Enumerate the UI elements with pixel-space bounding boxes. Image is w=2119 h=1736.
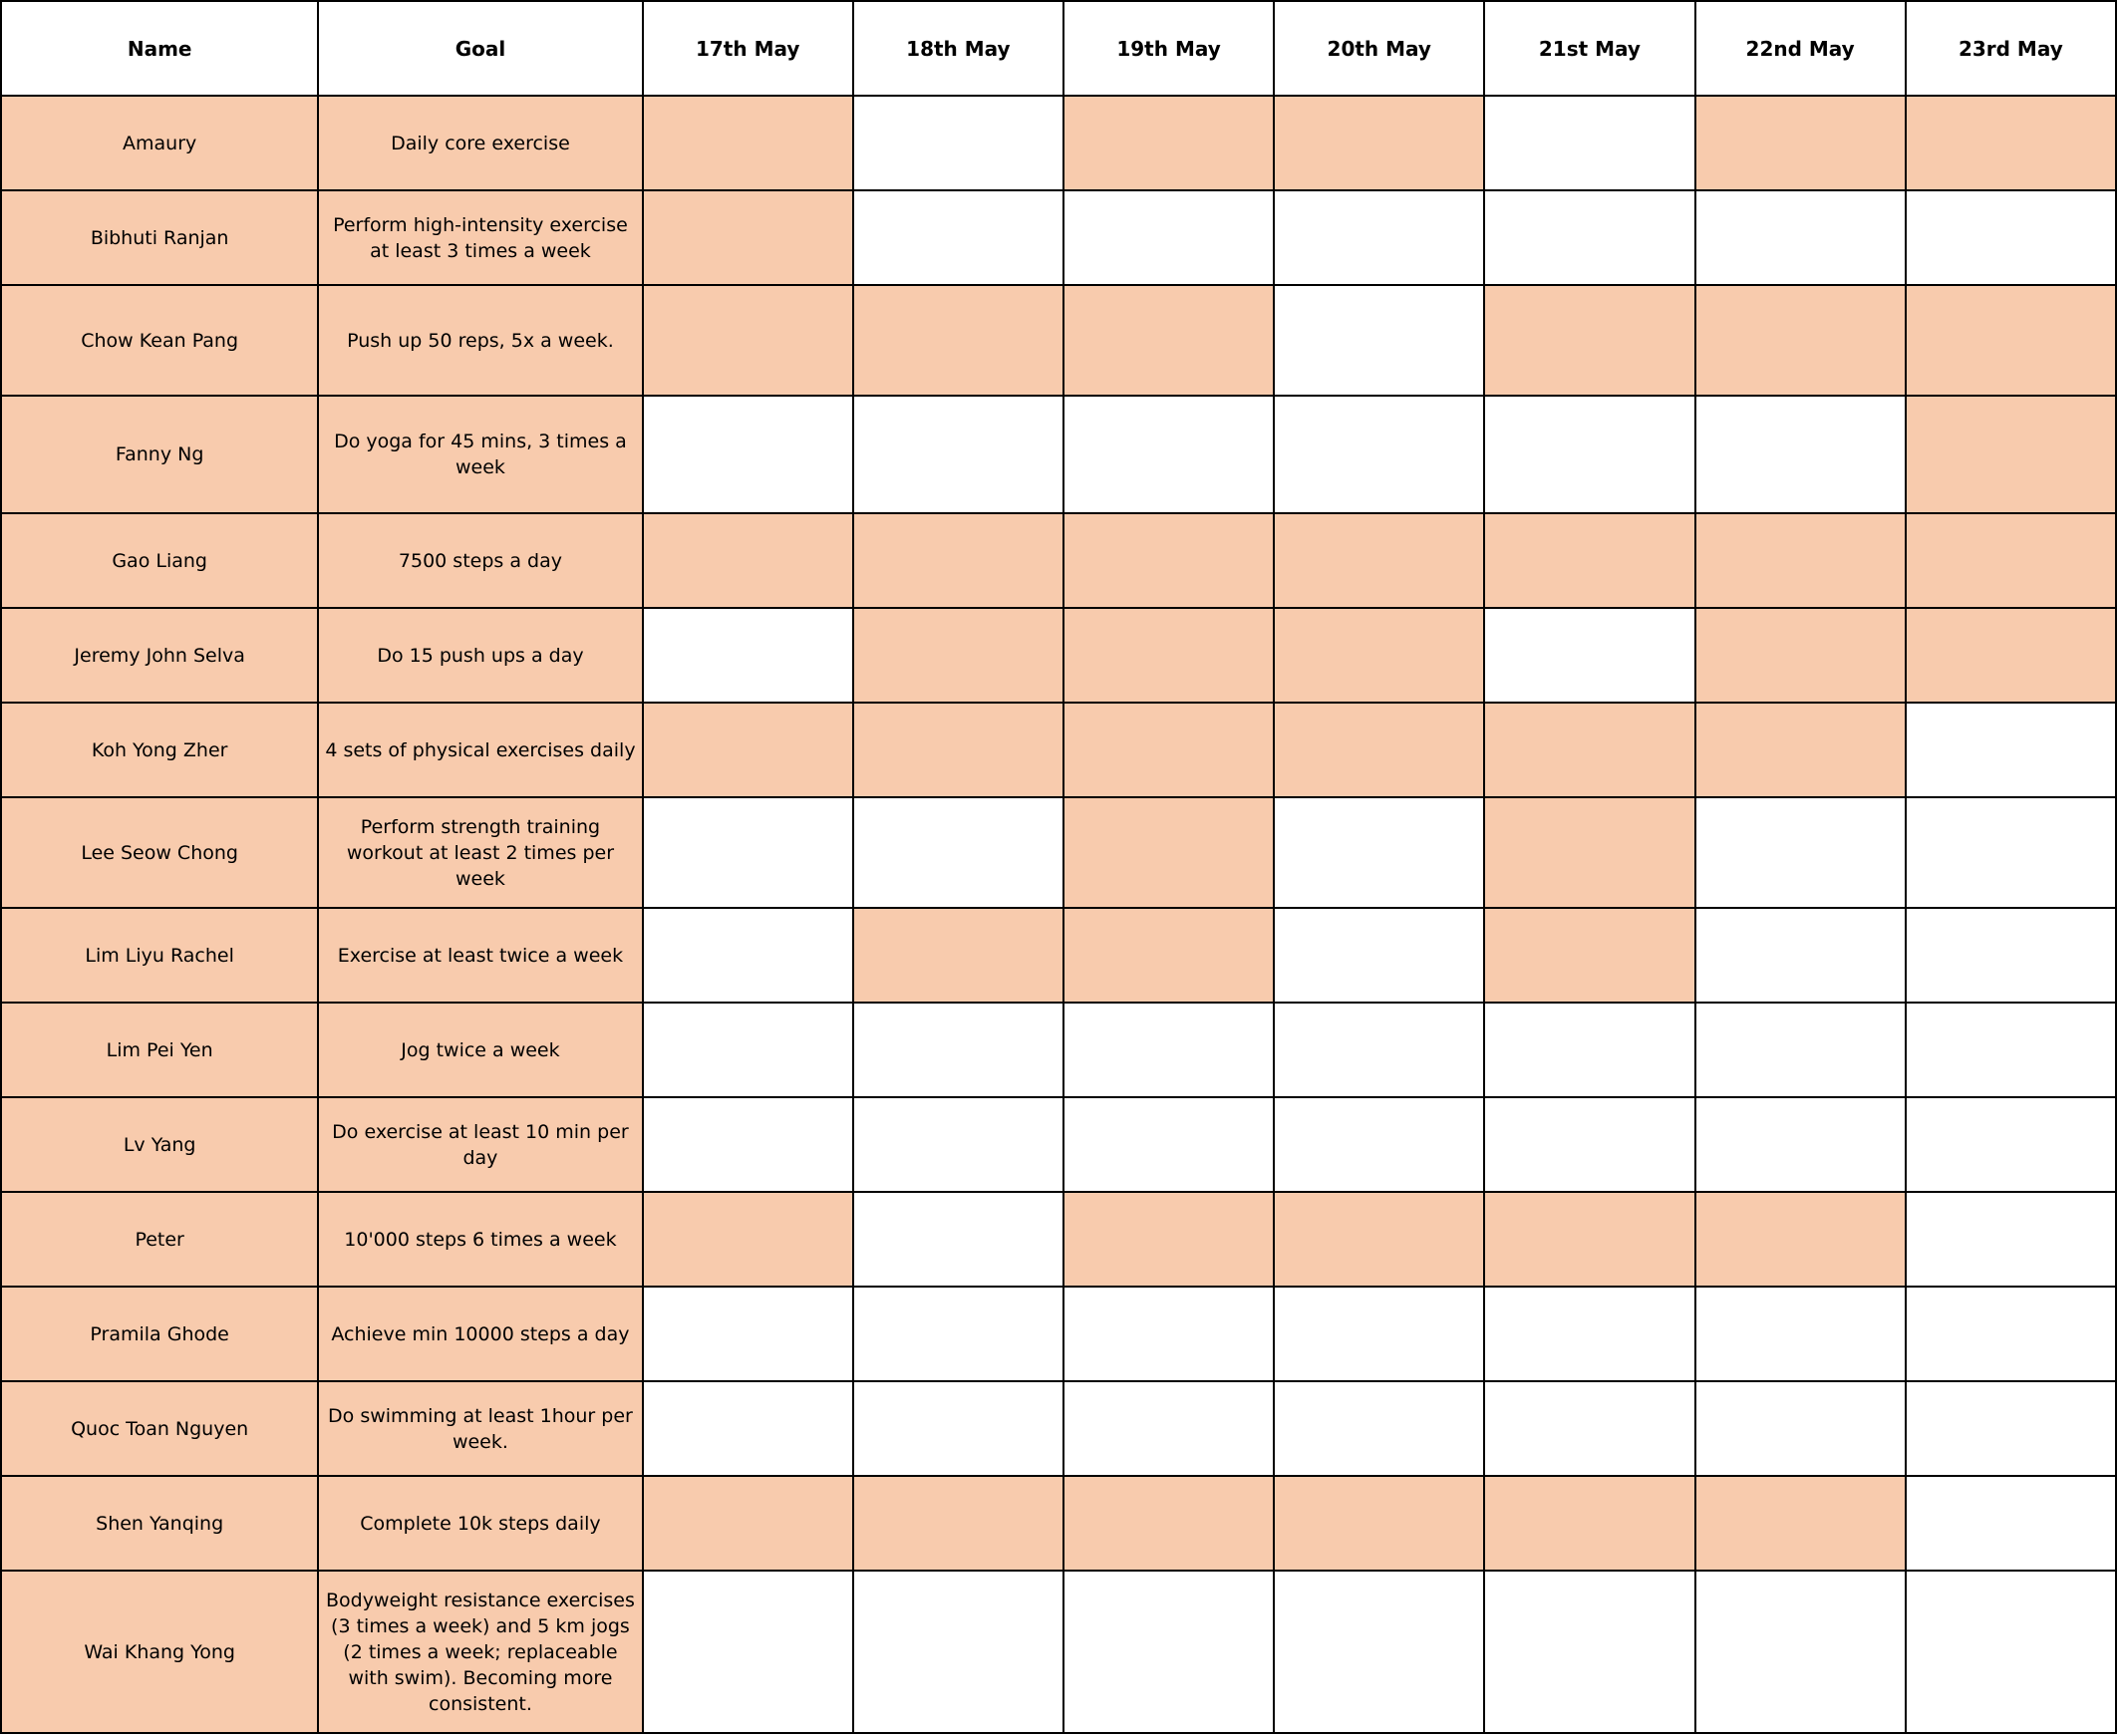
day-cell-empty[interactable] [1274,1381,1484,1476]
day-cell-empty[interactable] [853,396,1063,513]
day-cell-completed[interactable] [853,285,1063,396]
day-cell-empty[interactable] [853,1287,1063,1381]
table-row [1,1097,2116,1192]
day-cell-empty[interactable] [1063,396,1274,513]
day-cell-completed[interactable] [643,1476,853,1571]
day-cell-empty[interactable] [643,1003,853,1097]
day-cell-completed[interactable] [1063,513,1274,608]
day-cell-empty[interactable] [1484,96,1694,190]
day-cell-empty[interactable] [1484,1571,1694,1733]
table-row [1,1192,2116,1287]
day-cell-empty[interactable] [1484,1381,1694,1476]
participant-name[interactable]: Chow Kean Pang [1,285,318,396]
day-cell-empty[interactable] [1063,190,1274,285]
day-cell-empty[interactable] [1063,1571,1274,1733]
day-cell-empty[interactable] [853,1381,1063,1476]
participant-name[interactable]: Gao Liang [1,513,318,608]
day-cell-completed[interactable] [1484,797,1694,908]
day-cell-completed[interactable] [1274,703,1484,797]
participant-goal[interactable]: Do exercise at least 10 min per day [318,1097,642,1192]
day-cell-empty[interactable] [853,1003,1063,1097]
day-cell-completed[interactable] [1695,1476,1906,1571]
day-cell-empty[interactable] [1906,1192,2116,1287]
participant-goal[interactable]: Jog twice a week [318,1003,642,1097]
day-cell-completed[interactable] [1484,1476,1694,1571]
day-cell-completed[interactable] [1906,396,2116,513]
day-cell-empty[interactable] [1063,1003,1274,1097]
table-row [1,703,2116,797]
day-cell-empty[interactable] [1063,1097,1274,1192]
day-cell-empty[interactable] [1695,908,1906,1003]
table-row [1,1571,2116,1733]
day-cell-completed[interactable] [1906,285,2116,396]
day-cell-empty[interactable] [1906,1381,2116,1476]
participant-goal[interactable]: Complete 10k steps daily [318,1476,642,1571]
day-cell-completed[interactable] [853,703,1063,797]
day-cell-completed[interactable] [643,285,853,396]
day-cell-empty[interactable] [1906,1097,2116,1192]
header-date: 21st May [1484,1,1694,96]
day-cell-empty[interactable] [643,797,853,908]
day-cell-completed[interactable] [1274,513,1484,608]
day-cell-empty[interactable] [1906,1571,2116,1733]
day-cell-empty[interactable] [1484,1287,1694,1381]
participant-goal[interactable]: Exercise at least twice a week [318,908,642,1003]
day-cell-empty[interactable] [1484,396,1694,513]
participant-name[interactable]: Wai Khang Yong [1,1571,318,1733]
day-cell-empty[interactable] [643,1381,853,1476]
participant-goal[interactable]: Achieve min 10000 steps a day [318,1287,642,1381]
day-cell-empty[interactable] [1274,396,1484,513]
table-row [1,96,2116,190]
participant-goal[interactable]: Do 15 push ups a day [318,608,642,703]
day-cell-completed[interactable] [1274,96,1484,190]
day-cell-empty[interactable] [643,1097,853,1192]
table-row [1,797,2116,908]
day-cell-empty[interactable] [1063,1381,1274,1476]
header-goal: Goal [318,1,642,96]
day-cell-empty[interactable] [1274,1097,1484,1192]
table-row [1,608,2116,703]
header-date: 19th May [1063,1,1274,96]
day-cell-empty[interactable] [643,608,853,703]
day-cell-empty[interactable] [1274,1287,1484,1381]
day-cell-empty[interactable] [1274,285,1484,396]
header-name: Name [1,1,318,96]
day-cell-completed[interactable] [1695,608,1906,703]
day-cell-completed[interactable] [1274,1192,1484,1287]
day-cell-empty[interactable] [643,1571,853,1733]
day-cell-completed[interactable] [1906,513,2116,608]
day-cell-completed[interactable] [1484,513,1694,608]
day-cell-completed[interactable] [1906,608,2116,703]
day-cell-completed[interactable] [853,908,1063,1003]
day-cell-empty[interactable] [1906,1003,2116,1097]
day-cell-completed[interactable] [1274,608,1484,703]
table-row [1,285,2116,396]
participant-name[interactable]: Lim Pei Yen [1,1003,318,1097]
participant-goal[interactable]: Daily core exercise [318,96,642,190]
day-cell-empty[interactable] [853,1097,1063,1192]
participant-goal[interactable]: 4 sets of physical exercises daily [318,703,642,797]
day-cell-completed[interactable] [1063,285,1274,396]
table-body [1,96,2116,1733]
header-date: 22nd May [1695,1,1906,96]
participant-name[interactable]: Koh Yong Zher [1,703,318,797]
day-cell-completed[interactable] [1695,703,1906,797]
day-cell-empty[interactable] [853,190,1063,285]
table-header [1,1,2116,96]
table-row [1,908,2116,1003]
day-cell-completed[interactable] [1695,285,1906,396]
day-cell-empty[interactable] [1274,797,1484,908]
day-cell-empty[interactable] [1906,703,2116,797]
day-cell-empty[interactable] [1906,797,2116,908]
day-cell-completed[interactable] [1063,608,1274,703]
day-cell-completed[interactable] [1063,797,1274,908]
day-cell-completed[interactable] [1484,1192,1694,1287]
day-cell-empty[interactable] [1906,1287,2116,1381]
day-cell-completed[interactable] [1063,908,1274,1003]
table-row [1,1476,2116,1571]
day-cell-completed[interactable] [1695,513,1906,608]
day-cell-completed[interactable] [1695,96,1906,190]
day-cell-empty[interactable] [1906,1476,2116,1571]
day-cell-empty[interactable] [1906,908,2116,1003]
day-cell-empty[interactable] [1695,190,1906,285]
day-cell-completed[interactable] [1274,1476,1484,1571]
day-cell-empty[interactable] [853,96,1063,190]
participant-goal[interactable]: Bodyweight resistance exercises (3 times a week) and 5 km jogs (2 times a week; replaceable with swim). Becoming more consistent. [318,1571,642,1733]
header-date: 23rd May [1906,1,2116,96]
table-row [1,1003,2116,1097]
day-cell-empty[interactable] [1274,1571,1484,1733]
day-cell-empty[interactable] [1274,1003,1484,1097]
participant-name[interactable]: Quoc Toan Nguyen [1,1381,318,1476]
table-row [1,1381,2116,1476]
day-cell-completed[interactable] [643,703,853,797]
participant-goal[interactable]: Push up 50 reps, 5x a week. [318,285,642,396]
participant-goal[interactable]: Perform high-intensity exercise at least 3 times a week [318,190,642,285]
participant-name[interactable]: Jeremy John Selva [1,608,318,703]
day-cell-empty[interactable] [853,1571,1063,1733]
day-cell-empty[interactable] [1695,396,1906,513]
day-cell-completed[interactable] [1695,1192,1906,1287]
header-row [1,1,2116,96]
day-cell-completed[interactable] [643,513,853,608]
day-cell-empty[interactable] [853,797,1063,908]
day-cell-completed[interactable] [1484,285,1694,396]
day-cell-empty[interactable] [1695,1097,1906,1192]
day-cell-completed[interactable] [1484,908,1694,1003]
participant-name[interactable]: Peter [1,1192,318,1287]
day-cell-empty[interactable] [643,1287,853,1381]
day-cell-empty[interactable] [1484,1003,1694,1097]
day-cell-empty[interactable] [1484,1097,1694,1192]
day-cell-completed[interactable] [643,190,853,285]
day-cell-empty[interactable] [1695,797,1906,908]
day-cell-empty[interactable] [1695,1287,1906,1381]
day-cell-completed[interactable] [1063,1476,1274,1571]
day-cell-empty[interactable] [1274,190,1484,285]
day-cell-empty[interactable] [1695,1003,1906,1097]
header-date: 20th May [1274,1,1484,96]
participant-goal[interactable]: 7500 steps a day [318,513,642,608]
participant-name[interactable]: Lim Liyu Rachel [1,908,318,1003]
table-row [1,1287,2116,1381]
day-cell-completed[interactable] [1063,1192,1274,1287]
participant-name[interactable]: Fanny Ng [1,396,318,513]
day-cell-empty[interactable] [1484,190,1694,285]
day-cell-empty[interactable] [1906,190,2116,285]
day-cell-empty[interactable] [1484,608,1694,703]
day-cell-empty[interactable] [1063,1287,1274,1381]
day-cell-empty[interactable] [643,908,853,1003]
participant-goal[interactable]: 10'000 steps 6 times a week [318,1192,642,1287]
participant-name[interactable]: Lee Seow Chong [1,797,318,908]
day-cell-completed[interactable] [643,96,853,190]
table-row [1,396,2116,513]
participant-name[interactable]: Amaury [1,96,318,190]
day-cell-completed[interactable] [1063,96,1274,190]
table-row [1,190,2116,285]
day-cell-empty[interactable] [853,1192,1063,1287]
day-cell-completed[interactable] [1906,96,2116,190]
day-cell-empty[interactable] [643,396,853,513]
day-cell-empty[interactable] [1695,1381,1906,1476]
table-row [1,513,2116,608]
day-cell-completed[interactable] [643,1192,853,1287]
participant-goal[interactable]: Do swimming at least 1hour per week. [318,1381,642,1476]
participant-name[interactable]: Pramila Ghode [1,1287,318,1381]
day-cell-completed[interactable] [1484,703,1694,797]
header-date: 17th May [643,1,853,96]
day-cell-completed[interactable] [853,513,1063,608]
participant-name[interactable]: Bibhuti Ranjan [1,190,318,285]
day-cell-completed[interactable] [1063,703,1274,797]
day-cell-completed[interactable] [853,1476,1063,1571]
day-cell-completed[interactable] [853,608,1063,703]
header-date: 18th May [853,1,1063,96]
day-cell-empty[interactable] [1274,908,1484,1003]
participant-goal[interactable]: Perform strength training workout at least 2 times per week [318,797,642,908]
participant-goal[interactable]: Do yoga for 45 mins, 3 times a week [318,396,642,513]
participant-name[interactable]: Lv Yang [1,1097,318,1192]
day-cell-empty[interactable] [1695,1571,1906,1733]
participant-name[interactable]: Shen Yanqing [1,1476,318,1571]
